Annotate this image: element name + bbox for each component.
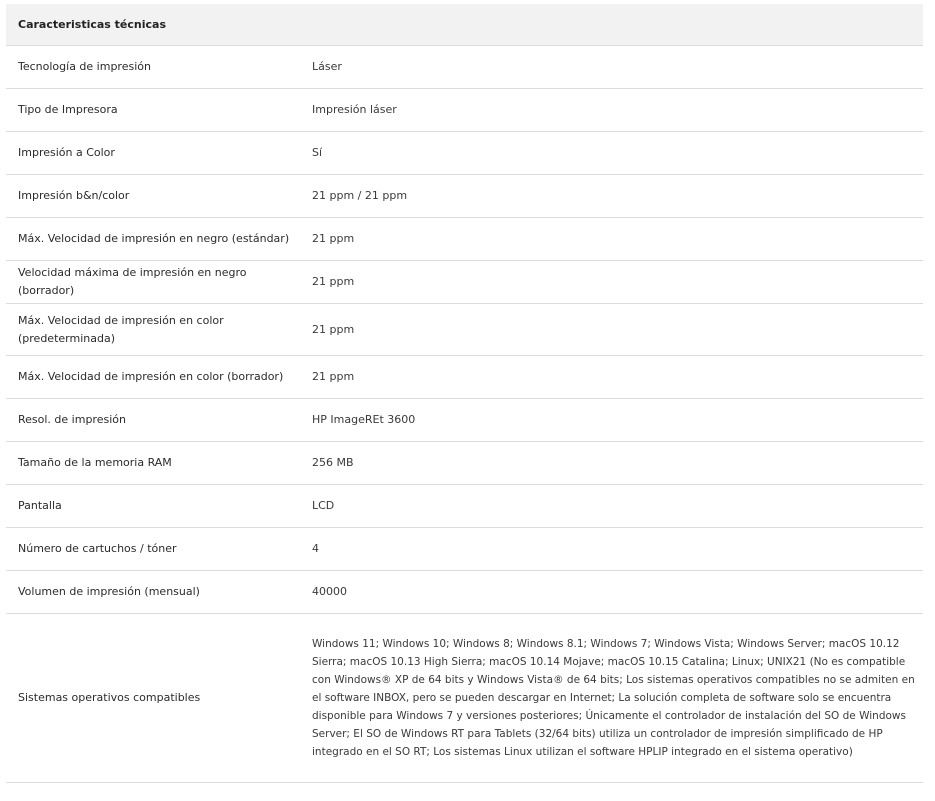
spec-value: HP ImageREt 3600 [312, 413, 416, 426]
spec-row-print-resolution [6, 399, 923, 442]
spec-row-printer-type [6, 89, 923, 132]
spec-value: LCD [312, 499, 335, 512]
spec-row-max-color-speed-default [6, 304, 923, 356]
spec-label: Resol. de impresión [18, 413, 126, 426]
spec-value: Láser [312, 60, 342, 73]
spec-label: Máx. Velocidad de impresión en color (borrador) [18, 370, 284, 383]
spec-label: Velocidad máxima de impresión en negro (borrador) [18, 266, 247, 297]
spec-value: 21 ppm [312, 275, 355, 288]
spec-value: Windows 11; Windows 10; Windows 8; Windows 8.1; Windows 7; Windows Vista; Windows Server; macOS 10.12 Sierra; macOS 10.13 High Sierra; macOS 10.14 Mojave; macOS 10.15 Catalina; Linux; UNIX21 (No es compatible con Windows® XP de 64 bits y Windows Vista® de 64 bits; Los sistemas operativos compatibles no se admiten en el software INBOX, pero se pueden descargar en Internet; La solución completa de software solo se encuentra disponible para Windows 7 y versiones posteriores; Únicamente el controlador de instalación del SO de Windows Server; El SO de Windows RT para Tablets (32/64 bits) utiliza un controlador de impresión simplificado de HP integrado en el SO RT; Los sistemas Linux utilizan el software HPLIP integrado en el sistema operativo) [312, 638, 915, 758]
spec-label: Sistemas operativos compatibles [18, 691, 201, 704]
spec-row-bw-color-speed [6, 175, 923, 218]
spec-label: Impresión a Color [18, 146, 115, 159]
spec-row-cartridge-count [6, 528, 923, 571]
spec-value: 40000 [312, 585, 347, 598]
spec-value: Impresión láser [312, 103, 397, 116]
spec-row-compatible-os [6, 614, 923, 783]
spec-row-max-black-speed-standard [6, 218, 923, 261]
spec-value: 256 MB [312, 456, 354, 469]
spec-value: 21 ppm [312, 322, 355, 336]
spec-label: Impresión b&n/color [18, 189, 130, 202]
spec-label: Tamaño de la memoria RAM [18, 456, 172, 469]
spec-value: 21 ppm / 21 ppm [312, 189, 408, 202]
spec-value: Sí [312, 146, 323, 159]
spec-label: Máx. Velocidad de impresión en negro (estándar) [18, 232, 290, 245]
spec-row-ram-size [6, 442, 923, 485]
spec-row-display [6, 485, 923, 528]
spec-row-monthly-volume [6, 571, 923, 614]
spec-row-max-color-speed-draft [6, 356, 923, 399]
spec-row-max-black-speed-draft [6, 261, 923, 304]
spec-label: Máx. Velocidad de impresión en color (predeterminada) [18, 313, 224, 345]
specs-table [6, 4, 923, 783]
spec-label: Tecnología de impresión [18, 60, 151, 73]
specs-section-title: Caracteristicas técnicas [6, 4, 923, 46]
spec-value: 21 ppm [312, 370, 355, 383]
spec-value: 21 ppm [312, 232, 355, 245]
spec-row-print-technology [6, 46, 923, 89]
spec-label: Tipo de Impresora [18, 103, 118, 116]
spec-label: Número de cartuchos / tóner [18, 542, 177, 555]
spec-label: Volumen de impresión (mensual) [18, 585, 200, 598]
spec-row-color-printing [6, 132, 923, 175]
spec-label: Pantalla [18, 499, 62, 512]
spec-value: 4 [312, 542, 319, 555]
